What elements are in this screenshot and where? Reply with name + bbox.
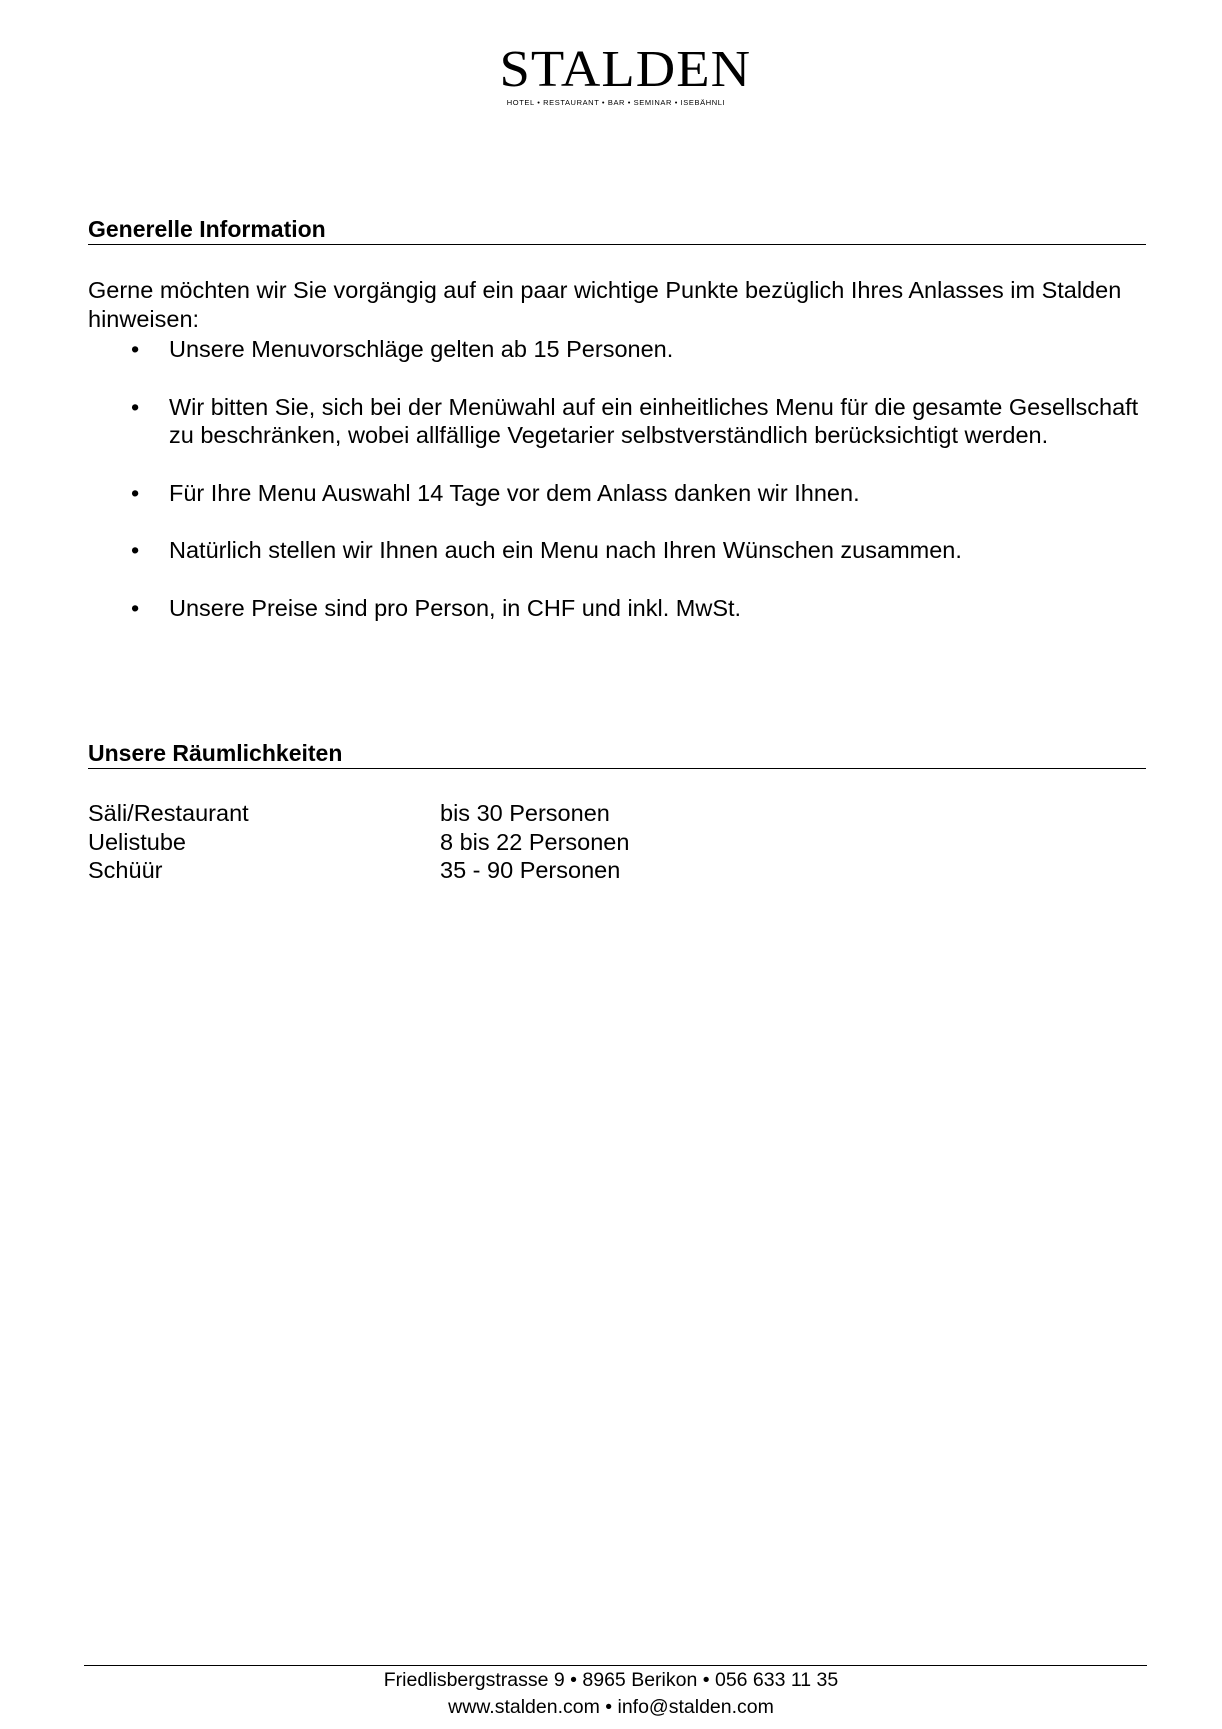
rooms-table bbox=[88, 799, 629, 885]
list-item bbox=[88, 536, 1146, 565]
intro-paragraph: Gerne möchten wir Sie vorgängig auf ein paar wichtige Punkte bezüglich Ihres Anlasses im Stalden hinweisen: bbox=[88, 277, 1122, 332]
bullet-icon: • bbox=[131, 393, 140, 420]
table-row bbox=[88, 856, 629, 885]
section-heading-rooms: Unsere Räumlichkeiten bbox=[88, 740, 1146, 769]
footer-divider bbox=[84, 1665, 1147, 1666]
logo-tagline: HOTEL • RESTAURANT • BAR • SEMINAR • ISEBÄHNLI bbox=[506, 98, 726, 107]
list-item bbox=[88, 393, 1146, 450]
list-item bbox=[88, 594, 1146, 623]
bullet-icon: • bbox=[131, 537, 140, 563]
bullet-icon: • bbox=[131, 336, 140, 362]
list-item bbox=[88, 335, 1146, 364]
bullet-text: Unsere Preise sind pro Person, in CHF und inkl. MwSt. bbox=[169, 594, 742, 621]
table-row bbox=[88, 799, 629, 828]
table-row bbox=[88, 828, 629, 857]
logo bbox=[499, 41, 752, 107]
bullet-text: Unsere Menuvorschläge gelten ab 15 Personen. bbox=[169, 336, 674, 362]
bullet-icon: • bbox=[131, 479, 140, 506]
room-name: Schüür bbox=[88, 857, 163, 883]
logo-wordmark: STALDEN bbox=[499, 41, 752, 98]
bullet-text: Natürlich stellen wir Ihnen auch ein Menu nach Ihren Wünschen zusammen. bbox=[169, 537, 962, 563]
list-item bbox=[88, 479, 1146, 508]
bullet-text: Wir bitten Sie, sich bei der Menüwahl auf ein einheitliches Menu für die gesamte Gesellschaft zu beschränken, wobei allfällige Vegetarier selbstverständlich berücksichtigt werden. bbox=[169, 393, 1139, 448]
room-capacity: 35 - 90 Personen bbox=[440, 857, 621, 883]
bullet-text: Für Ihre Menu Auswahl 14 Tage vor dem Anlass danken wir Ihnen. bbox=[169, 479, 860, 506]
info-bullet-list bbox=[88, 335, 1146, 651]
room-capacity: 8 bis 22 Personen bbox=[440, 828, 630, 855]
room-name: Uelistube bbox=[88, 828, 186, 855]
footer-contact: www.stalden.com • info@stalden.com bbox=[448, 1696, 774, 1718]
footer-address: Friedlisbergstrasse 9 • 8965 Berikon • 056 633 11 35 bbox=[383, 1669, 839, 1691]
section-heading-general-info: Generelle Information bbox=[88, 216, 1146, 245]
bullet-icon: • bbox=[131, 594, 140, 621]
room-name: Säli/Restaurant bbox=[88, 800, 249, 826]
room-capacity: bis 30 Personen bbox=[440, 800, 610, 826]
